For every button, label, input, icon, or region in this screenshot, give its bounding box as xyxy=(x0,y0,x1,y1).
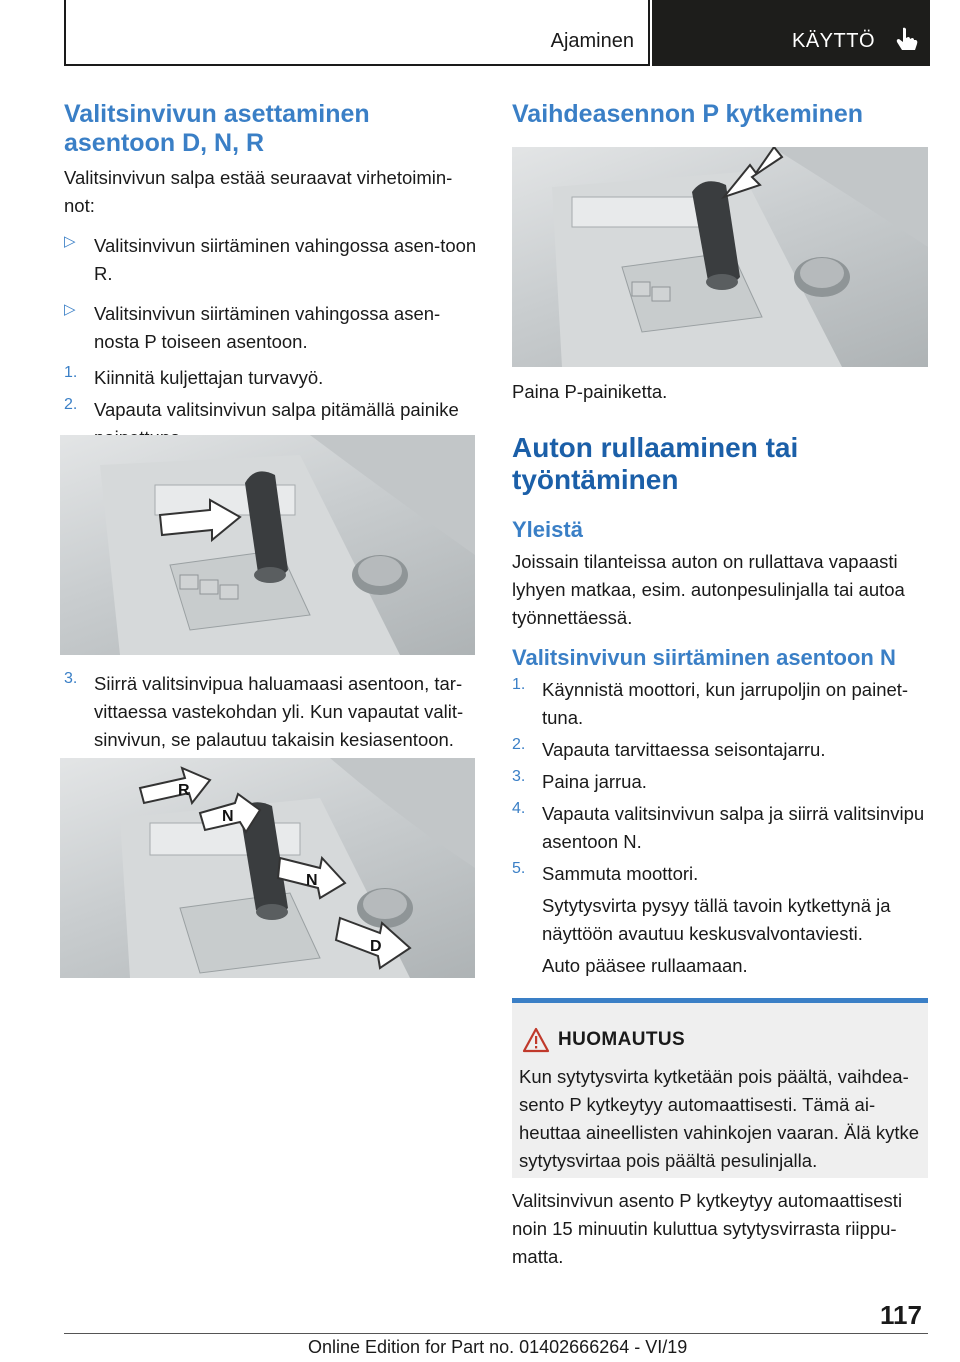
position-label-n: N xyxy=(222,808,234,825)
step-item xyxy=(512,768,927,796)
step-list-n xyxy=(512,676,927,980)
step-text: Kiinnitä kuljettajan turvavyö. xyxy=(94,367,324,388)
step-5-result-2: Auto pääsee rullaamaan. xyxy=(542,955,748,976)
warning-title: HUOMAUTUS xyxy=(558,1029,686,1050)
left-column xyxy=(64,100,479,452)
footer-divider xyxy=(64,1333,928,1334)
figure-selector-unlock xyxy=(60,435,475,655)
heading-move-to-n: Valitsinvivun siirtäminen asentoon N xyxy=(512,645,896,670)
page-number: 117 xyxy=(880,1300,922,1330)
position-label-r: R xyxy=(178,782,190,799)
step-item xyxy=(512,676,927,732)
park-text: Paina P-painiketta. xyxy=(512,381,668,402)
figure-park-button xyxy=(512,147,928,367)
right-column-top xyxy=(512,100,927,129)
step-number: 2. xyxy=(512,736,526,753)
right-column-body xyxy=(512,378,927,980)
heading-general: Yleistä xyxy=(512,517,583,542)
general-text: Joissain tilanteissa auton on rullattava vapaasti lyhyen matkaa, esim. autonpesulinjalla tai autoa työnnettäessä. xyxy=(512,551,905,628)
step-text: Käynnistä moottori, kun jarrupoljin on painet-tuna. xyxy=(542,679,909,728)
step-number: 4. xyxy=(512,800,526,817)
warning-box xyxy=(512,998,928,1178)
step-text: Sammuta moottori. xyxy=(542,863,699,884)
step-text: Vapauta tarvittaessa seisontajarru. xyxy=(542,739,826,760)
position-label-d: D xyxy=(370,938,382,955)
step-item xyxy=(512,736,927,764)
bullet-list xyxy=(64,232,479,356)
pointing-hand-icon xyxy=(894,26,920,52)
warning-triangle-icon xyxy=(522,1027,550,1053)
step-number: 3. xyxy=(64,670,78,687)
step-text: Paina jarrua. xyxy=(542,771,647,792)
heading-rolling: Auton rullaaminen tai työntäminen xyxy=(512,432,799,495)
step-text: Siirrä valitsinvipua haluamaasi asentoon, tar-vittaessa vastekohdan yli. Kun vapautat valit-sinvivun, se palautuu takaisin kesiasentoon. xyxy=(94,673,464,750)
heading-selector-d-n-r: Valitsinvivun asettaminen asentoon D, N, R xyxy=(64,100,370,157)
step-item xyxy=(512,800,927,856)
header-section-box xyxy=(64,0,650,66)
step-number: 5. xyxy=(512,860,526,877)
closing-text: Valitsinvivun asento P kytkeytyy automaattisesti noin 15 minuutin kuluttua sytytysvirrasta riippu-matta. xyxy=(512,1190,903,1267)
heading-park: Vaihdeasennon P kytkeminen xyxy=(512,100,864,128)
step-item xyxy=(64,364,479,392)
step-text: Vapauta valitsinvivun salpa ja siirrä valitsinvipu asentoon N. xyxy=(542,803,925,852)
header-chapter-box xyxy=(652,0,930,66)
warning-text: Kun sytytysvirta kytketään pois päältä, vaihdea-sento P kytkeytyy automaattisesti. Tämä ai-heuttaa aineellisten vahinkojen vaaran. Älä kytke sytytysvirtaa pois päältä pesulinjalla. xyxy=(519,1066,920,1171)
bullet-item xyxy=(64,232,479,288)
step-item xyxy=(512,860,927,888)
footer-edition: Online Edition for Part no. 01402666264 - VI/19 xyxy=(308,1337,688,1357)
bullet-text: Valitsinvivun siirtäminen vahingossa asen-nosta P toiseen asentoon. xyxy=(94,303,441,352)
header-chapter-title: KÄYTTÖ xyxy=(792,30,876,52)
bullet-item xyxy=(64,300,479,356)
step-number: 1. xyxy=(512,676,526,693)
bullet-text: Valitsinvivun siirtäminen vahingossa asen-toon R. xyxy=(94,235,477,284)
step-number: 3. xyxy=(512,768,526,785)
step-5-result: Sytytysvirta pysyy tällä tavoin kytkettynä ja näyttöön avautuu keskusvalvontaviesti. xyxy=(542,895,891,944)
left-step-3 xyxy=(64,670,479,754)
step-text: Vapauta valitsinvivun salpa pitämällä painike xyxy=(94,399,459,420)
step-number: 1. xyxy=(64,364,78,381)
step-item xyxy=(64,670,479,754)
intro-text: Valitsinvivun salpa estää seuraavat virhetoimin-not: xyxy=(64,167,453,216)
position-label-n2: N xyxy=(306,872,318,889)
figure-selector-positions xyxy=(60,758,475,978)
triangle-bullet-icon: ▷ xyxy=(64,233,76,250)
step-number: 2. xyxy=(64,396,78,413)
triangle-bullet-icon: ▷ xyxy=(64,301,76,318)
header-section-title: Ajaminen xyxy=(550,30,634,52)
